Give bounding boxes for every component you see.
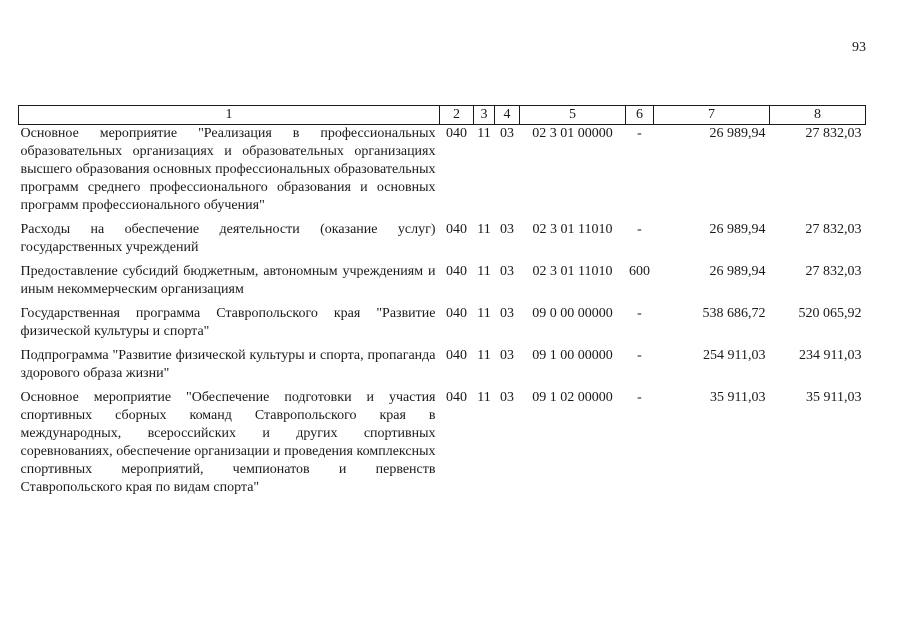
row-section: 11 <box>477 222 491 237</box>
row-subsection: 03 <box>500 348 514 363</box>
row-expense-type: - <box>637 306 642 321</box>
table-row <box>19 305 866 347</box>
row-section: 11 <box>477 390 491 405</box>
table-header-row <box>19 106 866 125</box>
table-row <box>19 221 866 263</box>
row-expense-type: - <box>637 390 642 405</box>
row-section: 11 <box>477 264 491 279</box>
row-amount-year1: 26 989,94 <box>709 264 766 279</box>
row-name: Подпрограмма "Развитие физической культуры и спорта, пропаганда здорового образа жизни" <box>20 348 436 381</box>
row-target-article: 09 1 00 00000 <box>532 348 613 363</box>
row-amount-year1: 26 989,94 <box>709 126 766 141</box>
row-subsection: 03 <box>500 222 514 237</box>
row-expense-type: - <box>637 348 642 363</box>
row-amount-year2: 27 832,03 <box>805 222 862 237</box>
row-amount-year1: 538 686,72 <box>702 306 766 321</box>
row-target-article: 02 3 01 00000 <box>532 126 613 141</box>
row-ministry: 040 <box>446 126 467 141</box>
budget-table <box>18 105 866 497</box>
column-header: 8 <box>770 106 866 125</box>
column-header: 1 <box>19 106 440 125</box>
row-subsection: 03 <box>500 264 514 279</box>
row-name: Предоставление субсидий бюджетным, автономным учреждениям и иным некоммерческим организациям <box>20 264 436 297</box>
table-row <box>19 389 866 497</box>
page-number: 93 <box>852 40 866 55</box>
row-expense-type: 600 <box>629 264 650 279</box>
row-amount-year1: 254 911,03 <box>703 348 766 363</box>
column-header: 2 <box>440 106 474 125</box>
column-header: 6 <box>626 106 654 125</box>
row-amount-year2: 27 832,03 <box>805 126 862 141</box>
row-name: Государственная программа Ставропольского края "Развитие физической культуры и спорта" <box>20 306 436 339</box>
table-row <box>19 125 866 222</box>
column-header: 3 <box>474 106 495 125</box>
row-subsection: 03 <box>500 306 514 321</box>
row-ministry: 040 <box>446 264 467 279</box>
column-header: 4 <box>495 106 520 125</box>
row-section: 11 <box>477 306 491 321</box>
row-amount-year1: 35 911,03 <box>710 390 766 405</box>
row-amount-year2: 35 911,03 <box>806 390 862 405</box>
row-section: 11 <box>477 126 491 141</box>
row-amount-year1: 26 989,94 <box>709 222 766 237</box>
row-target-article: 02 3 01 11010 <box>532 264 613 279</box>
column-header: 7 <box>654 106 770 125</box>
row-ministry: 040 <box>446 306 467 321</box>
row-ministry: 040 <box>446 348 467 363</box>
column-header: 5 <box>520 106 626 125</box>
row-amount-year2: 27 832,03 <box>805 264 862 279</box>
row-name: Расходы на обеспечение деятельности (оказание услуг) государственных учреждений <box>20 222 436 255</box>
row-subsection: 03 <box>500 126 514 141</box>
table-row <box>19 263 866 305</box>
table-row <box>19 347 866 389</box>
row-name: Основное мероприятие "Обеспечение подготовки и участия спортивных сборных команд Ставропольского края в международных, всероссийских и других спортивных соревнованиях, обеспечение организации и проведения комплексных спортивных мероприятий, чемпионатов и первенств Ставропольского края по видам спорта" <box>20 390 436 495</box>
row-target-article: 09 0 00 00000 <box>532 306 613 321</box>
row-ministry: 040 <box>446 222 467 237</box>
row-expense-type: - <box>637 126 642 141</box>
row-target-article: 09 1 02 00000 <box>532 390 613 405</box>
row-amount-year2: 520 065,92 <box>798 306 862 321</box>
row-name: Основное мероприятие "Реализация в профессиональных образовательных организациях и образовательных организациях высшего образования основных профессиональных образовательных программ среднего профессионального образования и основных программ профессионального обучения" <box>20 126 436 213</box>
row-section: 11 <box>477 348 491 363</box>
row-expense-type: - <box>637 222 642 237</box>
row-ministry: 040 <box>446 390 467 405</box>
row-amount-year2: 234 911,03 <box>799 348 862 363</box>
row-target-article: 02 3 01 11010 <box>532 222 613 237</box>
row-subsection: 03 <box>500 390 514 405</box>
